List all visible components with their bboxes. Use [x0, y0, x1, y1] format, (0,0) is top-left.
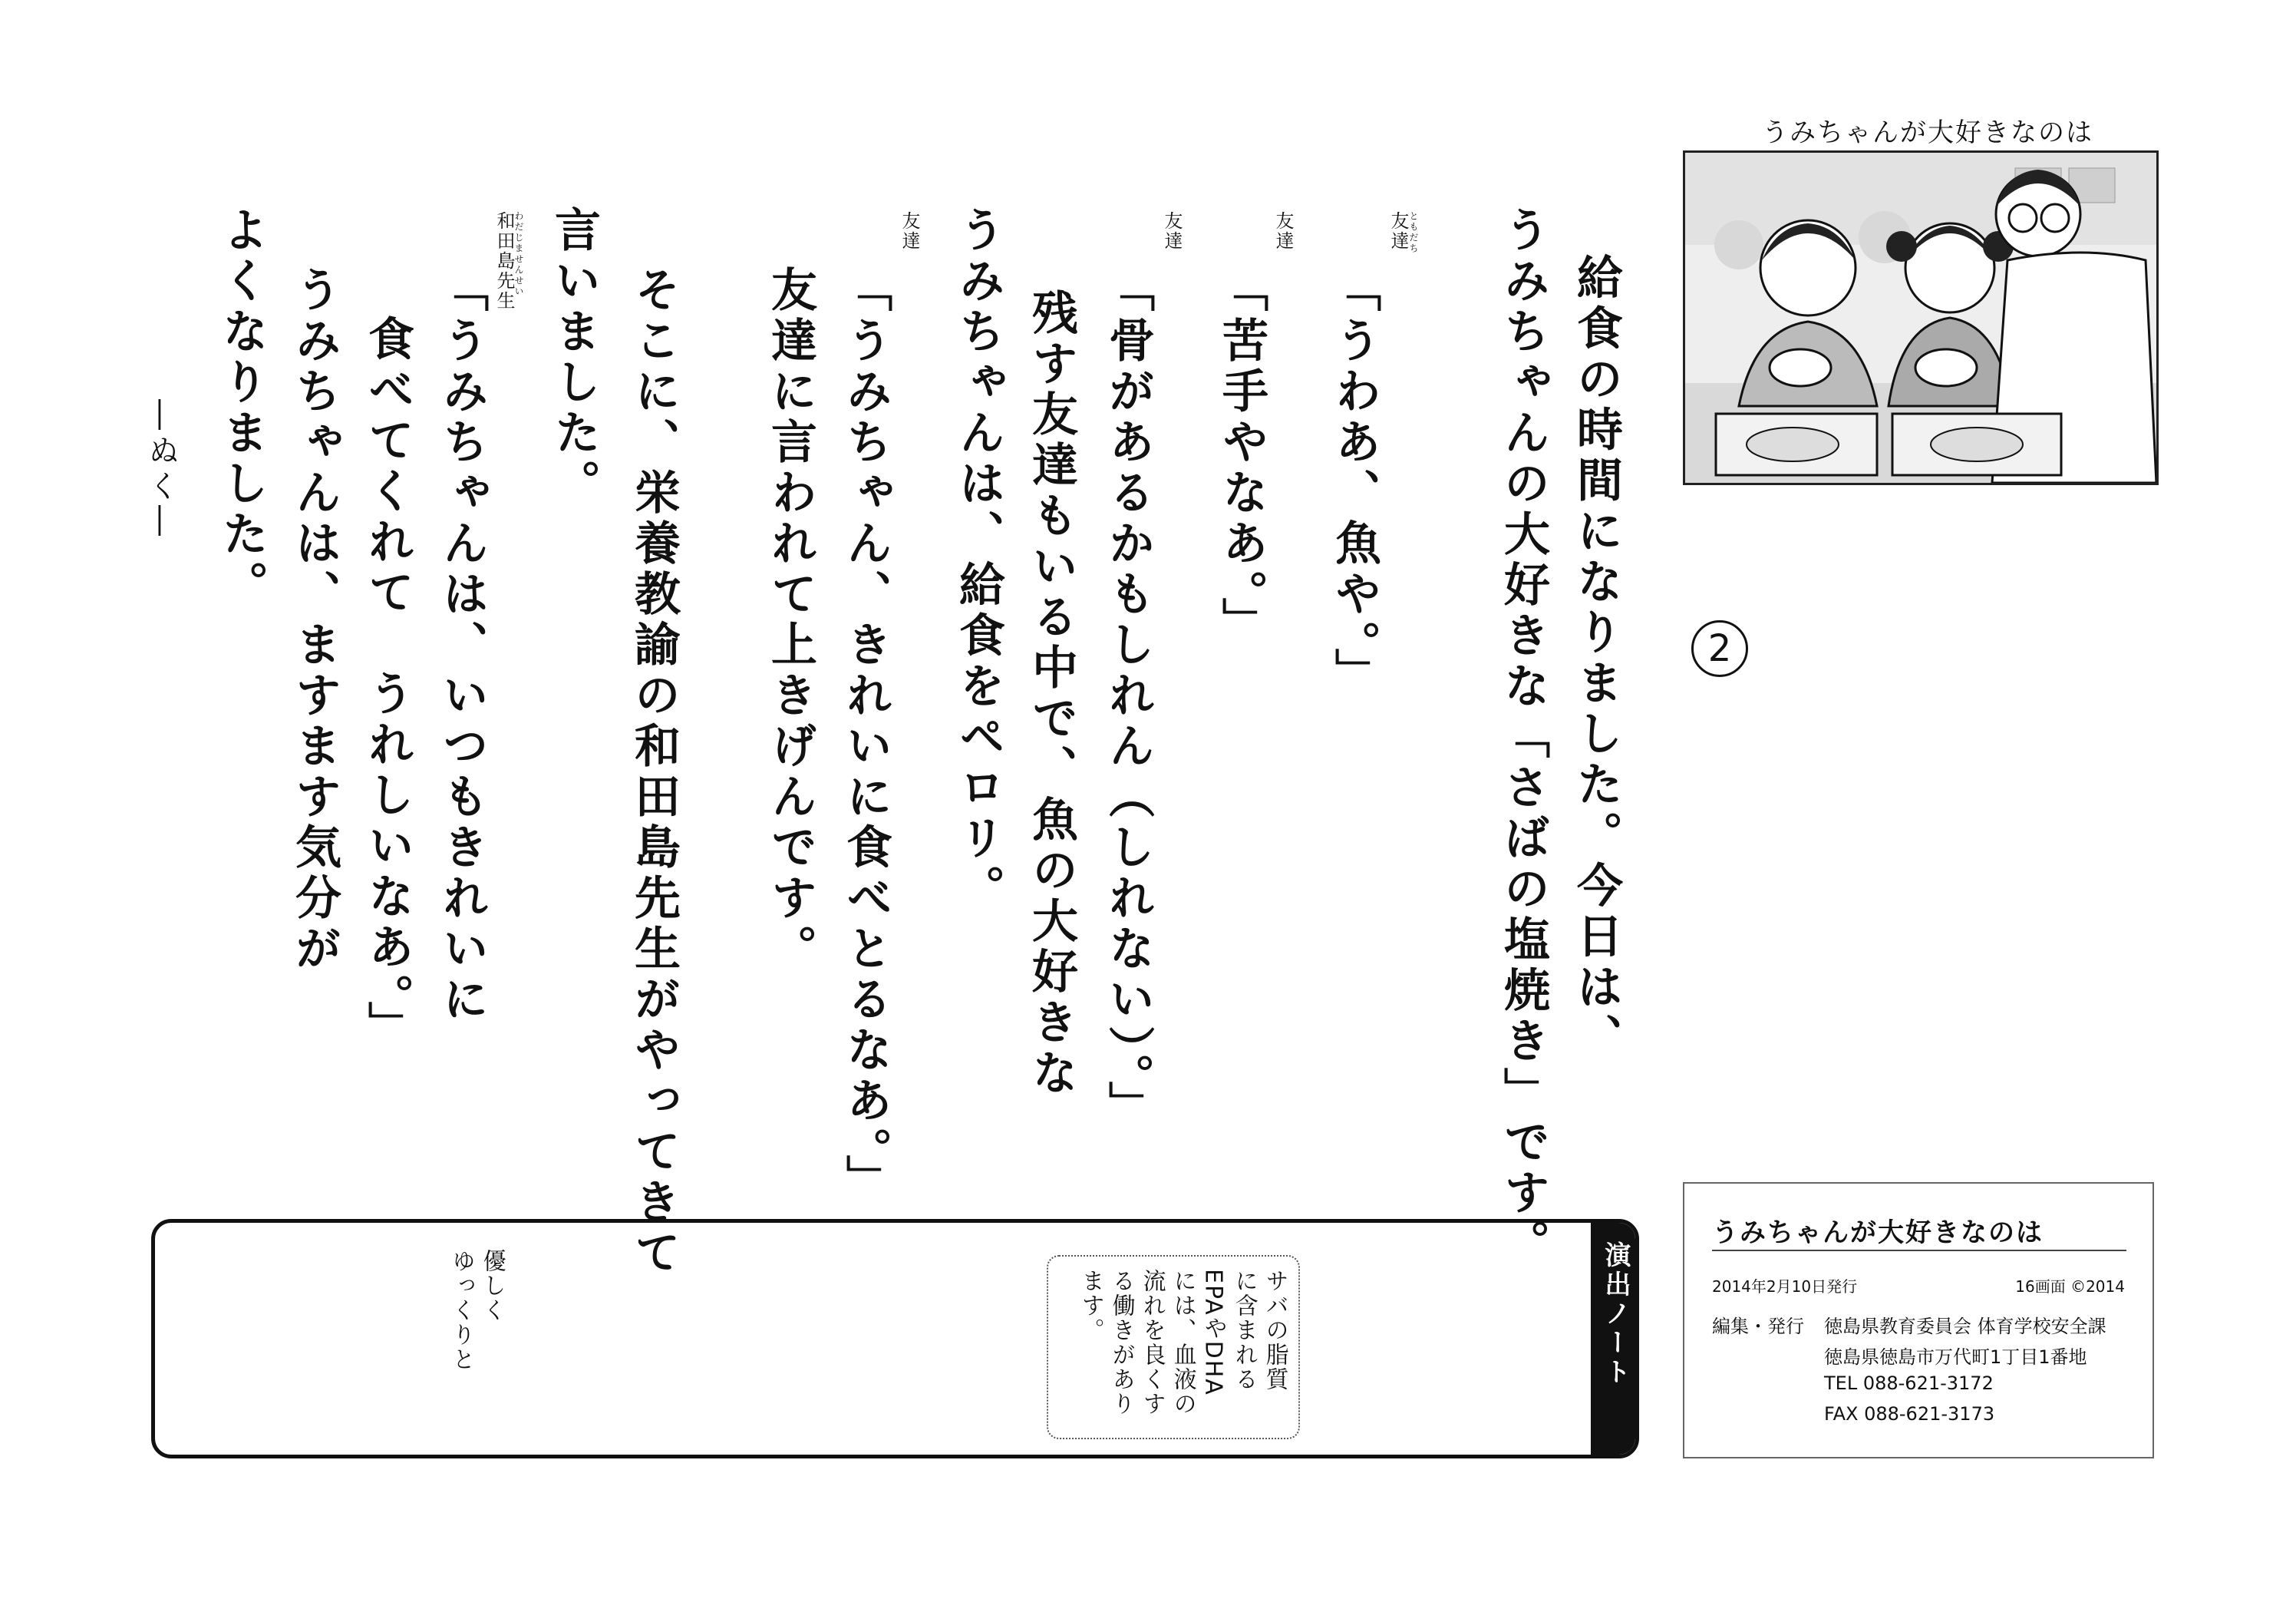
speaker-ruby: わだじませんせい — [513, 211, 524, 297]
direction-line: ゆっくりと — [447, 1249, 475, 1372]
note-line: に含まれる — [1230, 1269, 1258, 1392]
speaker-ruby: ともだち — [1408, 211, 1419, 254]
story-line: 給食の時間になりました。今日は、 — [1569, 253, 1623, 1064]
colophon-title: うみちゃんが大好きなのは — [1712, 1217, 2044, 1248]
story-line: うみちゃんは、給食をペロリ。 — [952, 206, 1005, 915]
note-line: 流れを良くす — [1138, 1269, 1166, 1416]
story-line: よくなりました。 — [215, 206, 269, 611]
publication-date: 2014年2月10日発行 — [1712, 1277, 1858, 1296]
story-line: 「骨があるかもしれん（しれない）。」 — [1101, 266, 1155, 1131]
classroom-lunch-illustration — [1685, 153, 2156, 483]
story-line: そこに、栄養教諭の和田島先生がやってきて — [627, 266, 681, 1279]
story-ending: ―ぬく― — [144, 399, 179, 540]
colophon — [1683, 1182, 2154, 1458]
story-line: 残す友達もいる中で、魚の大好きな — [1024, 289, 1078, 1099]
story-line: 友達に言われて上きげんです。 — [764, 266, 817, 975]
story-line: 「うみちゃん、きれいに食べとるなあ。」 — [839, 266, 892, 1205]
note-tab — [1591, 1223, 1635, 1455]
edition-info: 16画面 ©2014 — [2015, 1277, 2125, 1296]
story-line: 「うみちゃんは、いつもきれいに — [435, 266, 489, 1026]
story-line: 食べてくれて うれしいなあ。」 — [361, 315, 414, 1052]
story-line: うみちゃんの大好きな「さばの塩焼き」です。 — [1496, 206, 1550, 1270]
publisher-label: 編集・発行 — [1712, 1316, 1804, 1337]
note-line: ます。 — [1077, 1269, 1104, 1343]
publisher-fax: FAX 088-621-3173 — [1824, 1403, 1995, 1425]
publisher-name: 徳島県教育委員会 体育学校安全課 — [1824, 1316, 2106, 1337]
publisher-tel: TEL 088-621-3172 — [1824, 1372, 1994, 1394]
colophon-divider — [1712, 1250, 2126, 1251]
direction-note-box — [151, 1219, 1639, 1458]
direction-line: 優しく — [478, 1249, 506, 1323]
illustration — [1683, 150, 2159, 485]
speaker-label: 和田島先生 — [493, 211, 515, 311]
story-line: うみちゃんは、ますます気分が — [288, 266, 341, 975]
note-line: る働きがあり — [1107, 1269, 1135, 1416]
story-line: 言いました。 — [547, 206, 601, 510]
speaker-label: 友達 — [1161, 211, 1183, 251]
page-number: 2 — [1691, 620, 1748, 677]
story-line: 「うわあ、魚や。」 — [1328, 266, 1381, 699]
note-line: サバの脂質 — [1261, 1269, 1288, 1392]
publisher-address: 徳島県徳島市万代町1丁目1番地 — [1824, 1346, 2087, 1368]
illustration-title: うみちゃんが大好きなのは — [1762, 117, 2093, 148]
note-line: EPAやDHA — [1199, 1269, 1227, 1396]
note-line: には、血液の — [1169, 1269, 1196, 1416]
speaker-label: 友達 — [899, 211, 920, 251]
note-tab-label: 演出ノート — [1600, 1241, 1631, 1387]
speaker-label: 友達 — [1272, 211, 1294, 251]
story-line: 「苦手やなあ。」 — [1215, 266, 1268, 648]
speaker-label: 友達 — [1387, 211, 1409, 251]
